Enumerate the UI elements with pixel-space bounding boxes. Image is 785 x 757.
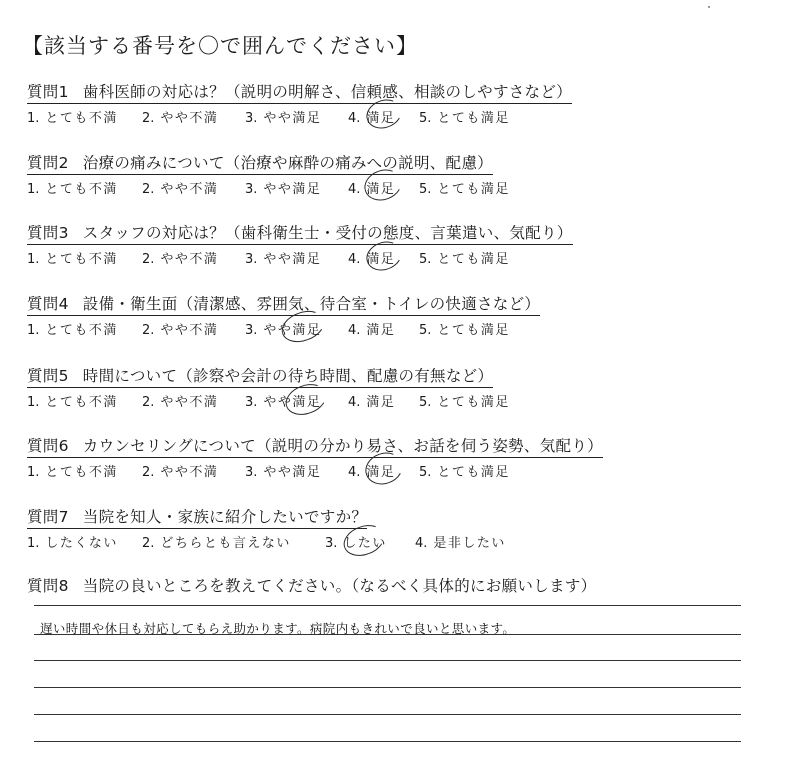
option-3[interactable]: 3. やや満足: [245, 465, 322, 480]
option-3[interactable]: 3. したい: [325, 536, 387, 551]
question-label: 質問6: [27, 437, 69, 455]
option-5[interactable]: 5. とても満足: [419, 111, 510, 126]
option-5[interactable]: 5. とても満足: [419, 465, 510, 480]
question-2: [27, 151, 510, 197]
question-6: [27, 434, 603, 479]
option-2[interactable]: 2. やや不満: [142, 395, 219, 410]
question-4: [27, 292, 540, 337]
question-text: スタッフの対応は？（歯科衛生士・受付の態度、言葉遣い、気配り）: [82, 224, 573, 242]
option-1[interactable]: 1. とても不満: [27, 252, 118, 267]
option-4[interactable]: 4. 是非したい: [415, 536, 506, 551]
question-heading: [27, 80, 572, 104]
question-text: 治療の痛みについて（治療や麻酔の痛みへの説明、配慮）: [82, 154, 493, 172]
option-2[interactable]: 2. やや不満: [142, 465, 219, 480]
option-1[interactable]: 1. したくない: [27, 536, 118, 551]
handwritten-answer[interactable]: 遅い時間や休日も対応してもらえ助かります。病院内もきれいで良いと思います。: [40, 621, 516, 636]
option-4[interactable]: 4. 満足: [348, 252, 396, 267]
option-2[interactable]: 2. やや不満: [142, 252, 219, 267]
question-label: 質問2: [27, 154, 69, 172]
option-1[interactable]: 1. とても不満: [27, 111, 118, 126]
option-2[interactable]: 2. どちらとも言えない: [142, 536, 291, 551]
option-3[interactable]: 3. やや満足: [245, 252, 322, 267]
option-4[interactable]: 4. 満足: [348, 323, 396, 338]
question-label: 質問4: [27, 295, 69, 313]
answer-options: [27, 391, 510, 410]
question-label: 質問7: [27, 508, 69, 526]
option-3[interactable]: 3. やや満足: [245, 395, 322, 410]
question-text: 時間について（診察や会計の待ち時間、配慮の有無など）: [82, 367, 494, 385]
question-label: 質問5: [27, 367, 69, 385]
question-heading: [27, 151, 493, 175]
question-8: [27, 574, 596, 597]
option-5[interactable]: 5. とても満足: [419, 323, 510, 338]
option-1[interactable]: 1. とても不満: [27, 323, 118, 338]
answer-options: [27, 107, 572, 125]
answer-options: [27, 178, 510, 197]
scan-speck: [708, 6, 710, 8]
answer-line: [34, 660, 741, 661]
option-1[interactable]: 1. とても不満: [27, 182, 118, 197]
question-heading: [27, 364, 493, 388]
option-4[interactable]: 4. 満足: [348, 465, 396, 480]
answer-line: [34, 605, 741, 606]
option-3[interactable]: 3. やや満足: [245, 323, 322, 338]
answer-options: [27, 248, 573, 266]
question-heading: [27, 434, 603, 458]
answer-options: [27, 319, 540, 337]
option-1[interactable]: 1. とても不満: [27, 395, 118, 410]
option-3[interactable]: 3. やや満足: [245, 182, 322, 197]
option-4[interactable]: 4. 満足: [348, 182, 396, 197]
option-5[interactable]: 5. とても満足: [419, 252, 510, 267]
answer-options: [27, 461, 603, 479]
question-heading: [27, 292, 540, 316]
question-1: [27, 80, 572, 125]
question-text: 歯科医師の対応は？（説明の明解さ、信頼感、相談のしやすさなど）: [82, 83, 572, 101]
question-text: 当院の良いところを教えてください。（なるべく具体的にお願いします）: [82, 577, 597, 595]
question-text: カウンセリングについて（説明の分かり易さ、お話を伺う姿勢、気配り）: [82, 437, 603, 455]
option-1[interactable]: 1. とても不満: [27, 465, 118, 480]
question-3: [27, 221, 573, 266]
answer-line: [34, 741, 741, 742]
option-5[interactable]: 5. とても満足: [419, 182, 510, 197]
option-2[interactable]: 2. やや不満: [142, 323, 219, 338]
question-label: 質問3: [27, 224, 69, 242]
question-heading: [27, 505, 367, 529]
answer-line: [34, 714, 741, 715]
option-2[interactable]: 2. やや不満: [142, 182, 219, 197]
answer-options: [27, 532, 506, 551]
page-title: 【該当する番号を〇で囲んでください】: [22, 34, 418, 58]
question-text: 設備・衛生面（清潔感、雰囲気、待合室・トイレの快適さなど）: [82, 295, 541, 313]
answer-line: [34, 687, 741, 688]
question-heading: [27, 574, 596, 597]
option-4[interactable]: 4. 満足: [348, 111, 396, 126]
option-2[interactable]: 2. やや不満: [142, 111, 219, 126]
option-4[interactable]: 4. 満足: [348, 395, 396, 410]
question-label: 質問8: [27, 577, 69, 595]
question-5: [27, 364, 510, 410]
question-7: [27, 505, 506, 551]
question-label: 質問1: [27, 83, 69, 101]
question-text: 当院を知人・家族に紹介したいですか？: [82, 508, 368, 526]
option-5[interactable]: 5. とても満足: [419, 395, 510, 410]
question-heading: [27, 221, 573, 245]
option-3[interactable]: 3. やや満足: [245, 111, 322, 126]
